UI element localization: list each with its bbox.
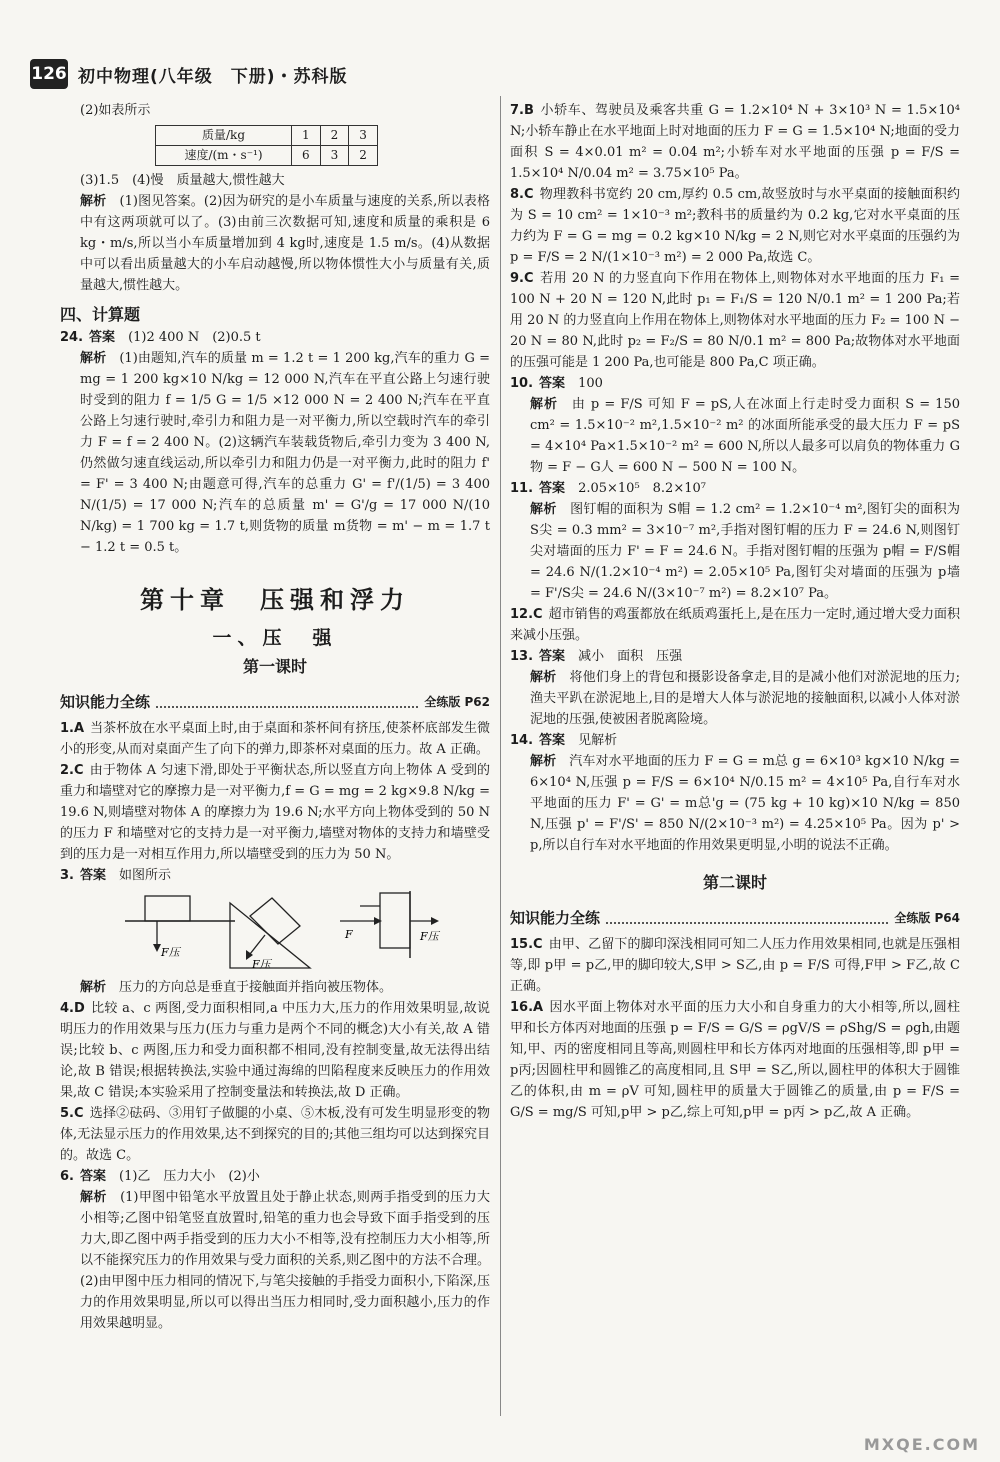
label-answer: 答案 — [539, 649, 566, 664]
q1-text: 当茶杯放在水平桌面上时,由于桌面和茶杯间有挤压,使茶杯底部发生微小的形变,从而对桌面产生了向下的弹力,即茶杯对桌面的压力。故 A 正确。 — [60, 721, 490, 757]
q10-text: 由 p = F/S 可知 F = pS,人在冰面上行走时受力面积 S = 150 cm² = 1.5×10⁻² m²,1.5×10⁻² m² 的冰面所能承受的最大压力 F = pS = 4×10⁴ Pa×1.5×10⁻² m² = 600 N,所以人最多可以肩负的物体重力 G物 = F − G人 = 600 N − 500 N = 100 N。 — [530, 397, 960, 475]
table-cell: 质量/kg — [156, 126, 292, 146]
press-force-label: F压 — [252, 958, 271, 971]
q13-explanation — [510, 667, 960, 730]
force-diagrams — [60, 888, 490, 973]
q4-text: 比较 a、c 两图,受力面积相同,a 中压力大,压力的作用效果明显,故说明压力的作用效果与压力(压力与重力是两个不同的概念)大小有关,故 A 错误;比较 b、c 两图,压力和受力面积都不相同,没有控制变量,故无法得出结论,故 B 错误;根据转换法,实验中通过海绵的凹陷程度来反映压力的作用效果,故 C 错误;本实验采用了控制变量法和转换法,故 D 正确。 — [60, 1001, 490, 1100]
left-column — [60, 100, 490, 1334]
label-answer: 答案 — [539, 733, 566, 748]
q11-ans-text: 2.05×10⁵ 8.2×10⁷ — [578, 481, 706, 496]
label-answer: 答案 — [539, 376, 566, 391]
q-number: 14. — [510, 733, 534, 748]
q6-answer — [60, 1166, 490, 1187]
q3-text: 压力的方向总是垂直于接触面并指向被压物体。 — [119, 980, 393, 995]
label-analysis: 解析 — [80, 194, 107, 209]
q24-text: (1)由题知,汽车的质量 m = 1.2 t = 1 200 kg,汽车的重力 G = mg = 1 200 kg×10 N/kg = 12 000 N,汽车在平直公路上匀速行驶时受到的阻力 f = 1/5 G = 1/5 ×12 000 N = 2 400 N;汽车在平直公路上匀速行驶时,牵引力和阻力是一对平衡力,所以空载时汽车的牵引力 F = f = 2 400 N。(2)这辆汽车装载货物后,牵引力变为 3 400 N,仍然做匀速直线运动,所以牵引力和阻力仍是一对平衡力,此时的阻力 f' = F' = 3 400 N;由题意可得,汽车的总重力 G' = f'/(1/5) = 3 400 N/(1/5) = 17 000 N;汽车的总质量 m' = G'/g = 17 000 N/(10 N/kg) = 1 700 kg = 1.7 t,则货物的质量 m货物 = m' − m = 1.7 t − 1.2 t = 0.5 t。 — [80, 351, 490, 555]
lesson-title: 第二课时 — [702, 873, 767, 892]
table-cell: 6 — [292, 146, 321, 166]
section-title: 四、计算题 — [60, 305, 141, 324]
q8-text: 物理教科书宽约 20 cm,厚约 0.5 cm,故竖放时与水平桌面的接触面积约为 S = 10 cm² = 1×10⁻³ m²;教科书的质量约为 0.2 kg,它对水平桌面的压力约为 F = G = mg = 0.2 kg×10 N/kg = 2 N,则它对水平桌面的压强约为 p = F/S = 2 N/(1×10⁻³ m²) = 2 000 Pa,故选 C。 — [510, 187, 960, 265]
right-column — [510, 100, 960, 1123]
label-analysis: 解析 — [80, 351, 107, 366]
q-number: 1.A — [60, 721, 85, 736]
label-answer: 答案 — [79, 868, 106, 883]
q23-explanation — [60, 191, 490, 296]
q-number: 3. — [60, 868, 74, 883]
q12-text: 超市销售的鸡蛋都放在纸质鸡蛋托上,是在压力一定时,通过增大受力面积来减小压强。 — [510, 607, 960, 643]
label-analysis: 解析 — [80, 980, 107, 995]
mass-speed-table — [155, 125, 378, 166]
banner-title: 知识能力全练 — [510, 909, 601, 927]
q-number: 9.C — [510, 271, 534, 286]
q-number: 15.C — [510, 937, 543, 952]
q12 — [510, 604, 960, 646]
practice-banner — [510, 907, 960, 928]
q7-text: 小轿车、驾驶员及乘客共重 G = 1.2×10⁴ N + 3×10³ N = 1.5×10⁴ N;小轿车静止在水平地面上时对地面的压力 F = G = 1.5×10⁴ N;地面的受力面积 S = 4×0.01 m² = 0.04 m²;小轿车对水平地面的压强 p = F/S = 1.5×10⁴ N/0.04 m² = 3.75×10⁵ Pa。 — [510, 103, 960, 181]
q9-text: 若用 20 N 的力竖直向下作用在物体上,则物体对水平地面的压力 F₁ = 100 N + 20 N = 120 N,此时 p₁ = F₁/S = 120 N/0.1 m² = 1 200 Pa;若用 20 N 的力竖直向上作用在物体上,则物体对水平地面的压力 F₂ = 100 N − 20 N = 80 N,此时 p₂ = F₂/S = 80 N/0.1 m² = 800 Pa;故物体对水平地面的压强可能是 1 200 Pa,也可能是 800 Pa,C 项正确。 — [510, 271, 960, 370]
table-cell: 3 — [320, 146, 349, 166]
q3-ans-text: 如图所示 — [119, 868, 172, 883]
q14-ans-text: 见解析 — [578, 733, 618, 748]
q9 — [510, 268, 960, 373]
banner-dots — [606, 912, 888, 924]
table-row — [156, 126, 378, 146]
q11-text: 图钉帽的面积为 S帽 = 1.2 cm² = 1.2×10⁻⁴ m²,图钉尖的面积为 S尖 = 0.3 mm² = 3×10⁻⁷ m²,手指对图钉帽的压力 F = 24.6 N,则图钉尖对墙面的压力 F' = F = 24.6 N。手指对图钉帽的压强为 p帽 = F/S帽 = 24.6 N/(1.2×10⁻⁴ m²) = 2.05×10⁵ Pa,图钉尖对墙面的压强为 p墙 = F'/S尖 = 24.6 N/(3×10⁻⁷ m²) = 8.2×10⁷ Pa。 — [530, 502, 960, 601]
q7 — [510, 100, 960, 184]
table-cell: 1 — [292, 126, 321, 146]
q2 — [60, 760, 490, 865]
q10-answer — [510, 373, 960, 394]
book-title: 初中物理(八年级 下册)・苏科版 — [78, 66, 348, 87]
label-analysis: 解析 — [530, 670, 557, 685]
force-label: F — [345, 928, 353, 941]
q14-text: 汽车对水平地面的压力 F = G = m总 g = 6×10³ kg×10 N/kg = 6×10⁴ N,压强 p = F/S = 6×10⁴ N/0.15 m² = 4×10⁵ Pa,自行车对水平地面的压力 F' = G' = m总'g = (75 kg + 10 kg)×10 N/kg = 850 N,压强 p' = F'/S' = 850 N/(2×10⁻³ m²) = 4.25×10⁵ Pa。因为 p' > p,所以自行车对水平地面的作用效果更明显,小明的说法不正确。 — [530, 754, 960, 853]
q23-table-intro: (2)如表所示 — [80, 103, 151, 118]
q1 — [60, 718, 490, 760]
q-number: 11. — [510, 481, 534, 496]
q13-answer — [510, 646, 960, 667]
q-number: 4.D — [60, 1001, 85, 1016]
q24-answer — [60, 327, 490, 348]
label-analysis: 解析 — [530, 397, 558, 412]
press-force-label: F压 — [420, 930, 439, 943]
banner-ref: 全练版 P62 — [424, 695, 490, 709]
q-number: 2.C — [60, 763, 84, 778]
banner-ref: 全练版 P64 — [894, 911, 960, 925]
force-diagram-svg — [60, 888, 490, 973]
label-analysis: 解析 — [530, 502, 557, 517]
page-header — [30, 56, 348, 92]
q13-ans-text: 减小 面积 压强 — [578, 649, 683, 664]
q24-ans-text: (1)2 400 N (2)0.5 t — [128, 330, 261, 345]
chapter-title: 第十章 压强和浮力 — [140, 586, 410, 614]
q6-explanation — [60, 1187, 490, 1334]
lesson-title: 第一课时 — [242, 657, 307, 676]
q-number: 6. — [60, 1169, 74, 1184]
q-number: 13. — [510, 649, 534, 664]
q3-explanation — [60, 977, 490, 998]
banner-title: 知识能力全练 — [60, 693, 151, 711]
q10-ans-text: 100 — [578, 376, 603, 391]
q13-text: 将他们身上的背包和摄影设备拿走,目的是减小他们对淤泥地的压力;渔夫平趴在淤泥地上,目的是增大人体与淤泥地的接触面积,以减小人体对淤泥地的压强,使被困者脱离险境。 — [530, 670, 960, 727]
q-number: 24. — [60, 330, 84, 345]
q23-answer: (3)1.5 (4)慢 质量越大,惯性越大 — [80, 173, 285, 188]
q24-explanation — [60, 348, 490, 558]
q2-text: 由于物体 A 匀速下滑,即处于平衡状态,所以竖直方向上物体 A 受到的重力和墙壁对它的摩擦力是一对平衡力,f = G = mg = 2 kg×9.8 N/kg = 19.6 N,则墙壁对物体 A 的摩擦力为 19.6 N;水平方向上物体受到的 50 N 的压力 F 和墙壁对它的支持力是一对平衡力,墙壁对物体的支持力和墙壁受到的压力是一对相互作用力,所以墙壁受到的压力为 50 N。 — [60, 763, 490, 862]
q15 — [510, 934, 960, 997]
q23-text: (1)图见答案。(2)因为研究的是小车质量与速度的关系,所以表格中有这两项就可以了。(3)由前三次数据可知,速度和质量的乘积是 6 kg・m/s,所以当小车质量增加到 4 kg时,速度是 1.5 m/s。(4)从数据中可以看出质量越大的小车启动越慢,所以物体惯性大小与质量有关,质量越大,惯性越大。 — [80, 194, 490, 293]
q15-text: 由甲、乙留下的脚印深浅相同可知二人压力作用效果相同,也就是压强相等,即 p甲 = p乙,甲的脚印较大,S甲 > S乙,由 p = F/S 可得,F甲 > F乙,故 C 正确。 — [510, 937, 960, 994]
q-number: 8.C — [510, 187, 534, 202]
q-number: 10. — [510, 376, 534, 391]
table-cell: 2 — [349, 146, 378, 166]
q5-text: 选择②砝码、③用钉子做腿的小桌、⑤木板,没有可发生明显形变的物体,无法显示压力的作用效果,达不到探究的目的;其他三组均可以达到探究目的。故选 C。 — [60, 1106, 490, 1163]
q11-explanation — [510, 499, 960, 604]
q14-answer — [510, 730, 960, 751]
table-cell: 3 — [349, 126, 378, 146]
table-cell: 速度/(m・s⁻¹) — [156, 146, 292, 166]
label-answer: 答案 — [79, 1169, 106, 1184]
label-analysis: 解析 — [80, 1190, 107, 1205]
q6-ans-text: (1)乙 压力大小 (2)小 — [119, 1169, 260, 1184]
q5 — [60, 1103, 490, 1166]
page-number: 126 — [30, 59, 68, 89]
section-subtitle: 一、压 强 — [212, 627, 338, 649]
label-answer: 答案 — [89, 330, 116, 345]
table-cell: 2 — [320, 126, 349, 146]
q-number: 5.C — [60, 1106, 84, 1121]
q-number: 16.A — [510, 1000, 544, 1015]
label-answer: 答案 — [539, 481, 566, 496]
watermark: MXQE.COM — [863, 1435, 980, 1454]
table-row — [156, 146, 378, 166]
practice-banner — [60, 691, 490, 712]
press-force-label: F压 — [161, 946, 180, 959]
column-divider — [500, 96, 501, 1416]
q8 — [510, 184, 960, 268]
q3-answer — [60, 865, 490, 886]
q10-explanation — [510, 394, 960, 478]
q-number: 12.C — [510, 607, 543, 622]
banner-dots — [156, 696, 418, 708]
q16 — [510, 997, 960, 1123]
q11-answer — [510, 478, 960, 499]
q14-explanation — [510, 751, 960, 856]
q-number: 7.B — [510, 103, 534, 118]
q6-text: (1)甲图中铅笔水平放置且处于静止状态,则两手指受到的压力大小相等;乙图中铅笔竖直放置时,铅笔的重力也会导致下面手指受到的压力大,即乙图中两手指受到的压力大小不相等,没有控制压力大小相等,所以不能探究压力的作用效果与受力面积的关系,则乙图中的方法不合理。(2)由甲图中压力相同的情况下,与笔尖接触的手指受力面积小,下陷深,压力的作用效果明显,所以可以得出当压力相同时,受力面积越小,压力的作用效果越明显。 — [80, 1190, 490, 1331]
q16-text: 因水平面上物体对水平面的压力大小和自身重力的大小相等,所以,圆柱甲和长方体丙对地面的压强 p = F/S = G/S = ρgV/S = ρShg/S = ρgh,由题知,甲、丙的密度相同且等高,则圆柱甲和长方体丙对地面的压强相等,即 p甲 = p丙;因圆柱甲和圆锥乙的高度相同,且 S甲 = S乙,所以,圆柱甲的体积大于圆锥乙的体积,由 m = ρV 可知,圆柱甲的质量大于圆锥乙的质量,由 p = F/S = G/S = mg/S 可知,p甲 > p乙,综上可知,p甲 = p丙 > p乙,故 A 正确。 — [510, 1000, 960, 1120]
q4 — [60, 998, 490, 1103]
label-analysis: 解析 — [530, 754, 557, 769]
